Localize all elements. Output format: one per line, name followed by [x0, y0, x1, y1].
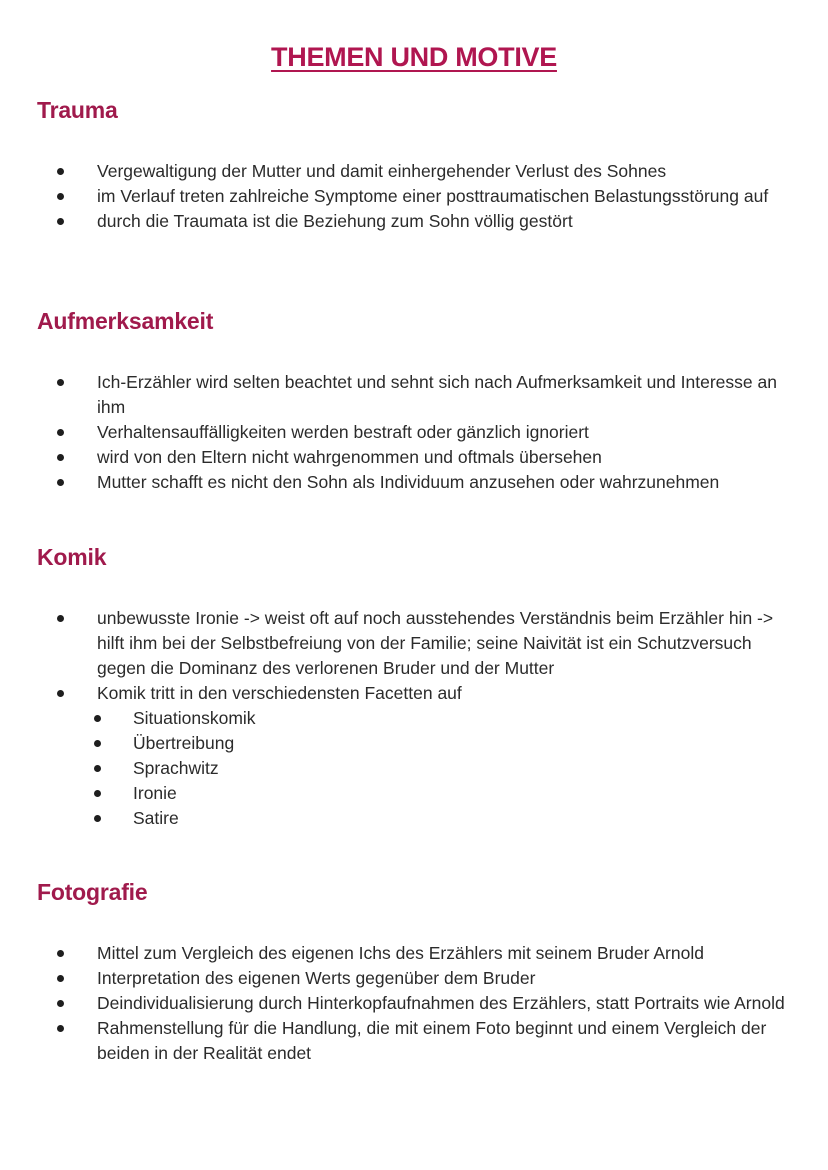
sub-list-item: Übertreibung: [97, 731, 792, 756]
page-title-text: THEMEN UND MOTIVE: [271, 42, 557, 73]
list-item: Deindividualisierung durch Hinterkopfaufnahmen des Erzählers, statt Portraits wie Arnold: [0, 991, 828, 1016]
section-heading-fotografie: Fotografie: [37, 879, 148, 905]
sub-bullet-list-komik: [97, 706, 792, 831]
section-heading-trauma: Trauma: [37, 97, 118, 123]
list-item: wird von den Eltern nicht wahrgenommen und oftmals übersehen: [0, 445, 828, 470]
section-heading-aufmerksamkeit: Aufmerksamkeit: [37, 308, 214, 334]
list-item: Vergewaltigung der Mutter und damit einhergehender Verlust des Sohnes: [0, 159, 828, 184]
list-item-text: Komik tritt in den verschiedensten Facetten auf: [97, 683, 462, 703]
list-item: Mittel zum Vergleich des eigenen Ichs des Erzählers mit seinem Bruder Arnold: [0, 941, 828, 966]
sub-list-item: Ironie: [97, 781, 792, 806]
sub-list-item: Sprachwitz: [97, 756, 792, 781]
list-item: durch die Traumata ist die Beziehung zum Sohn völlig gestört: [0, 209, 828, 234]
list-item: Ich-Erzähler wird selten beachtet und sehnt sich nach Aufmerksamkeit und Interesse an ihm: [0, 370, 828, 420]
bullet-list-fotografie: [0, 941, 828, 1066]
sub-list-item: Satire: [97, 806, 792, 831]
section-heading-komik: Komik: [37, 544, 107, 570]
list-item: Verhaltensauffälligkeiten werden bestraft oder gänzlich ignoriert: [0, 420, 828, 445]
bullet-list-komik: [0, 606, 828, 831]
bullet-list-trauma: [0, 159, 828, 234]
list-item: Mutter schafft es nicht den Sohn als Individuum anzusehen oder wahrzunehmen: [0, 470, 828, 495]
page-title: [0, 42, 828, 73]
list-item: unbewusste Ironie -> weist oft auf noch ausstehendes Verständnis beim Erzähler hin -> hilft ihm bei der Selbstbefreiung von der Familie; seine Naivität ist ein Schutzversuch gegen die Dominanz des verlorenen Bruder und der Mutter: [0, 606, 828, 681]
bullet-list-aufmerksamkeit: [0, 370, 828, 495]
list-item: Interpretation des eigenen Werts gegenüber dem Bruder: [0, 966, 828, 991]
list-item: [0, 681, 828, 831]
list-item: im Verlauf treten zahlreiche Symptome einer posttraumatischen Belastungsstörung auf: [0, 184, 828, 209]
list-item: Rahmenstellung für die Handlung, die mit einem Foto beginnt und einem Vergleich der beiden in der Realität endet: [0, 1016, 828, 1066]
sub-list-item: Situationskomik: [97, 706, 792, 731]
